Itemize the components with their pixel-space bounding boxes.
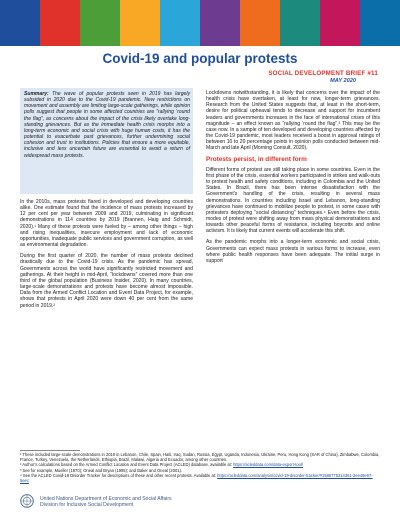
color-band-segment — [360, 0, 400, 46]
right-paragraph-1: Lockdowns notwithstanding, it is likely that concerns over the impact of the health crisis have overtaken, at least for now, longer-term grievances. Research from the United States suggests that, at least in the short-term, desire for political upheaval tends to decrease and support for incumbent leaders and governments increases in the face of international crises of this magnitude – an effect known as “rallying ‘round the flag”.³ This may be the case now. In a sample of ten developed and developing countries affected by the Covid-19 pandemic, most leaders received a boost in approval ratings of between 10 to 20 percentage points in opinion polls conducted between mid-March and late April (Morning Consult, 2020). — [206, 90, 380, 152]
color-band-segment — [280, 0, 320, 46]
right-paragraph-2: Different forms of protest are still taking place in some countries. Even in the first phase of the crisis, essential workers participated in strikes and walk-outs to protest health and safety conditions, including in Colombia and the United States. In Brazil, there has been intense dissatisfaction with the Government’s handling of the crisis, resulting in several mass demonstrations. In countries including Israel and Lebanon, long-standing grievances have continued to mobilize people to protest, in some cases with protesters deploying “social distancing” techniques.⁴ Even before the crisis, modes of protest were shifting away from mass physical demonstrations and towards other peaceful forms of resistance, including boycotts and online activism. It is likely that current events will accelerate this shift. — [206, 166, 380, 235]
footnotes — [20, 452, 380, 483]
left-paragraph-2: During the first quarter of 2020, the number of mass protests declined drastically due to the Covid-19 crisis. As the pandemic has spread, Governments across the world have significantly restricted movement and gatherings. At their height in mid-April, “lockdowns” covered more than one third of the global population (Business Insider, 2020). In many countries, large-scale demonstrations and protests have become almost impossible. Data from the Armed Conflict Location and Event Data Project, for example, shows that protests in April 2020 were down 40 per cent from the same period in 2019.² — [20, 253, 193, 309]
color-band-segment — [200, 0, 240, 46]
color-band-segment — [120, 0, 160, 46]
brief-date: MAY 2020 — [330, 78, 356, 84]
summary-body: The wave of popular protests seen in 2019 has largely subsided in 2020 due to the Covid-19 pandemic. New restrictions on movement and assembly are limiting large-scale gatherings, while opinion polls suggest that people in some affected countries are “rallying ‘round the flag”, as concerns about the impact of the crisis likely overtake long-standing grievances. But as the immediate health crisis morphs into a long-term economic and social crisis with huge human costs, it has the potential to exacerbate past grievances, further undermining social cohesion and trust in institutions. Policies that ensure a more equitable, inclusive and less uncertain future are essential to avoid a return of widespread mass protests. — [24, 91, 190, 159]
summary-text — [24, 91, 190, 159]
section-heading: Protests persist, in different form — [206, 155, 307, 163]
footnote-2-text: ² Author’s calculations based on the Armed Conflict Location and Event Data Project (ACLED) database, available at: — [20, 462, 234, 468]
left-column — [20, 199, 193, 314]
footnote-1: ¹ These included large-scale demonstrations in 2019 in Lebanon, Chile, Spain, Haiti, Iraq, Sudan, Russia, Egypt, Uganda, Indonesia, Ukraine, Peru, Hong Kong (SAR of China), Zimbabwe, Colombia, France, Turkey, Venezuela, the Netherlands, Ethiopia, Brazil, Malawi, Algeria and Ecuador, among other countries. — [20, 452, 380, 463]
color-band-segment — [240, 0, 280, 46]
un-emblem-icon — [20, 494, 34, 508]
org-line-1: United Nations Department of Economic and Social Affairs — [40, 496, 172, 502]
right-paragraph-3: As the pandemic morphs into a longer-term economic and social crisis, Governments can expect mass protests in various forms to increase, even where public health responses have been adequate. The initial surge in support — [206, 239, 380, 264]
footnote-divider — [20, 450, 80, 451]
color-band-segment — [0, 0, 40, 46]
right-column — [206, 90, 380, 269]
color-band-segment — [320, 0, 360, 46]
footnote-2-link[interactable]: https://acleddata.com/data-export-tool/ — [233, 462, 303, 468]
color-band-segment — [40, 0, 80, 46]
organization-name — [40, 496, 172, 508]
color-band-segment — [80, 0, 120, 46]
summary-label: Summary: — [24, 91, 49, 97]
footnote-3: ³ See for example, Mueller (1970); Oneal and Bryan (1995); and Baker and Oneal (2001). — [20, 467, 183, 473]
footnote-4 — [20, 473, 380, 483]
left-paragraph-1: In the 2010s, mass protests flared in developed and developing countries alike. One estimate found that the incidence of mass protests increased by 12 per cent per year between 2009 and 2019, culminating in significant demonstrations in 114 countries by 2019 (Brannen, Haig and Schmidt, 2020).¹ Many of these protests were fueled by – among other things – high and rising inequalities, insecure employment and lack of economic opportunities, inadequate public services and government corruption, as well as environmental degradation. — [20, 199, 193, 249]
brief-number: SOCIAL DEVELOPMENT BRIEF #11 — [268, 70, 378, 77]
page-title: Covid-19 and popular protests — [102, 51, 298, 66]
footnote-4-text: ⁴ See the ACLED Covid-19 Disorder Tracker for descriptions of these and other recent protests. Available at: — [20, 472, 218, 478]
footnote-4-link[interactable]: https://acleddata.com/analysis/covid-19-disorder-tracker/#1585775314361-2ee49e97-5eec — [20, 472, 373, 484]
header-color-band — [0, 0, 400, 46]
org-line-2: Division for Inclusive Social Development — [40, 502, 134, 509]
color-band-segment — [160, 0, 200, 46]
